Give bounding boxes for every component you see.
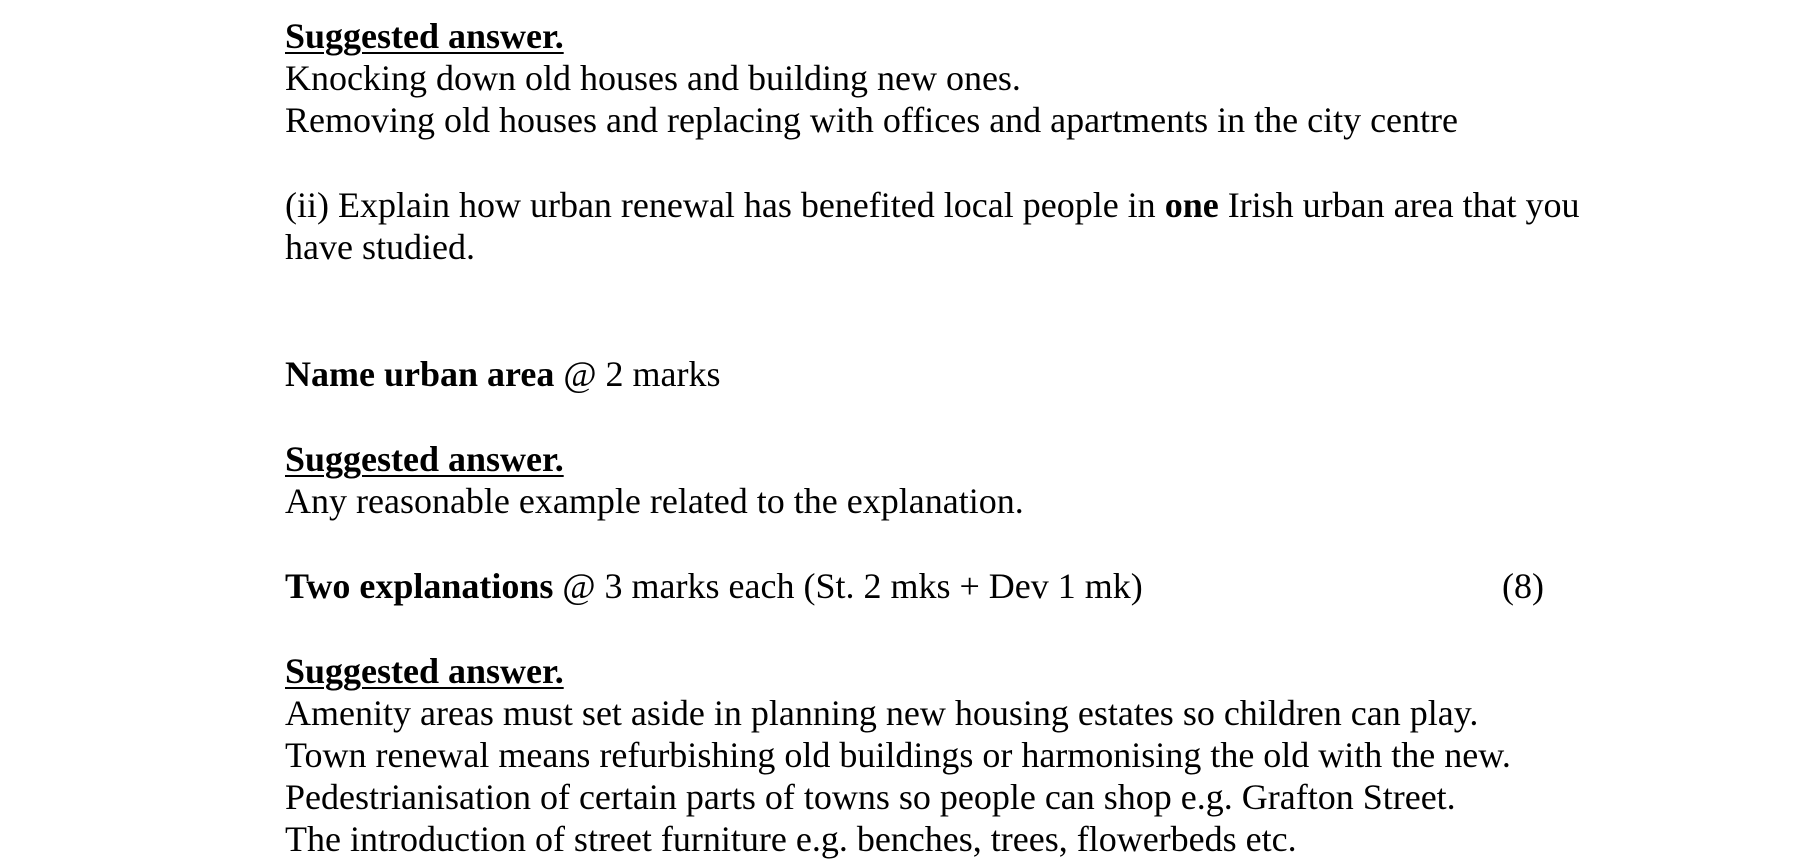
- two-explanations-marks: @ 3 marks each (St. 2 mks + Dev 1 mk): [553, 566, 1143, 606]
- suggested-answer-heading-3: Suggested answer.: [285, 651, 564, 691]
- question-ii: [285, 187, 1580, 223]
- explanation-line-1: Amenity areas must set aside in planning new housing estates so children can play.: [285, 693, 1479, 733]
- explanation-line-2: Town renewal means refurbishing old buildings or harmonising the old with the new.: [285, 735, 1511, 775]
- question-ii-line-2: have studied.: [285, 227, 475, 267]
- total-marks: (8): [1502, 566, 1544, 606]
- answer-line-1: Knocking down old houses and building new ones.: [285, 58, 1021, 98]
- answer-line-2: Removing old houses and replacing with offices and apartments in the city centre: [285, 100, 1459, 140]
- explanation-line-3: Pedestrianisation of certain parts of towns so people can shop e.g. Grafton Street.: [285, 777, 1456, 817]
- suggested-answer-heading-1: Suggested answer.: [285, 16, 564, 56]
- explanation-line-4: The introduction of street furniture e.g. benches, trees, flowerbeds etc.: [285, 819, 1297, 859]
- two-explanations: [285, 568, 1143, 604]
- name-urban-area: [285, 356, 720, 392]
- question-ii-prefix: (ii) Explain how urban renewal has benefited local people in: [285, 185, 1165, 225]
- name-urban-area-label: Name urban area: [285, 354, 555, 394]
- suggested-answer-heading-2: Suggested answer.: [285, 439, 564, 479]
- question-ii-suffix: Irish urban area that you: [1218, 185, 1580, 225]
- answer-line-reasonable: Any reasonable example related to the explanation.: [285, 481, 1024, 521]
- name-urban-area-marks: @ 2 marks: [554, 354, 721, 394]
- two-explanations-label: Two explanations: [285, 566, 554, 606]
- question-ii-emphasis: one: [1164, 185, 1219, 225]
